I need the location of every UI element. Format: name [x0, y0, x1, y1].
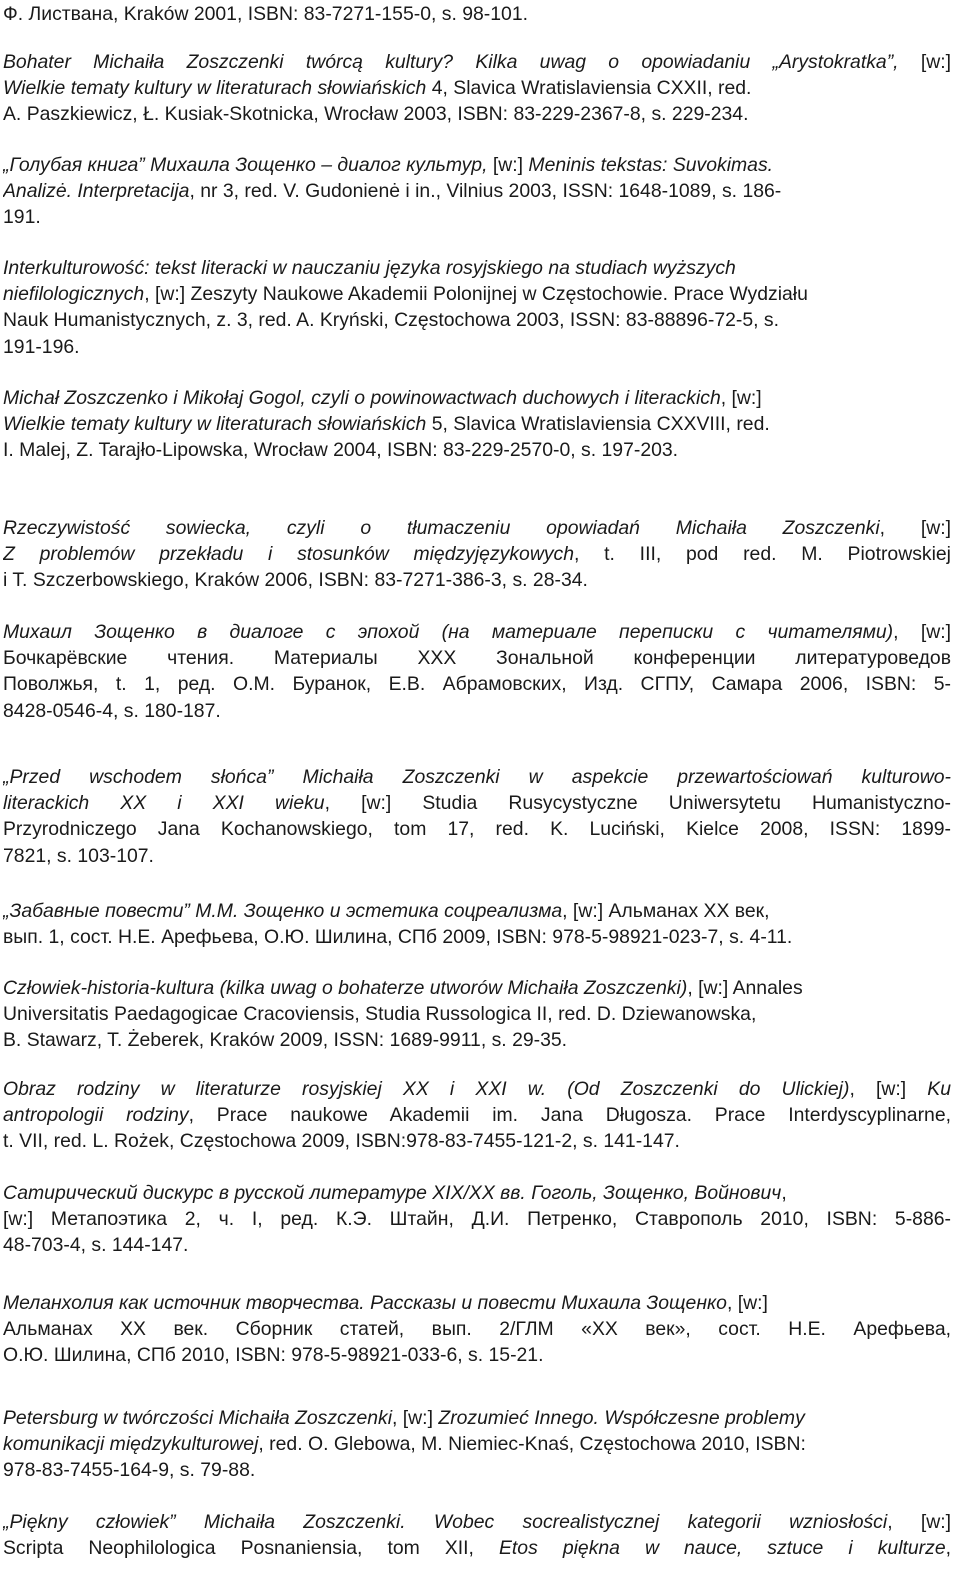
entry-line [3, 541, 951, 567]
entry-title-text: „Przed wschodem słońca” Michaiła Zoszczenki w aspekcie przewartościowań kulturowo- [3, 766, 951, 788]
entry-citation-text: вып. 1, сост. Н.Е. Арефьева, О.Ю. Шилина, СПб 2009, ISBN: 978-5-98921-023-7, s. 4-11. [3, 926, 793, 949]
entry-line [3, 1509, 951, 1535]
entry-line [3, 1076, 951, 1102]
entry-line [3, 178, 951, 204]
entry-line [3, 764, 951, 790]
bibliography-entry [3, 385, 951, 464]
entry-line [3, 385, 951, 411]
entry-citation-text: , [w:] [887, 1511, 951, 1533]
entry-citation-text: , t. III, pod red. M. Piotrowskiej [574, 543, 951, 566]
entry-line [3, 334, 951, 360]
entry-citation-text: , [w:] [893, 621, 951, 643]
entry-line [3, 1290, 951, 1316]
bibliography-entry [3, 515, 951, 594]
entry-line [3, 307, 951, 333]
entry-line [3, 101, 951, 127]
entry-line [3, 281, 951, 307]
entry-line [3, 1206, 951, 1232]
entry-citation-text: О.Ю. Шилина, СПб 2010, ISBN: 978-5-98921-033-6, s. 15-21. [3, 1344, 544, 1367]
entry-title-text: Z problemów przekładu i stosunków międzyjęzykowych [3, 543, 575, 566]
entry-citation-text: 5, Slavica Wratislaviensia CXXVIII, red. [426, 413, 770, 436]
entry-citation-text: Поволжья, t. 1, ред. О.М. Буранок, Е.В. Абрамовских, Изд. СГПУ, Самара 2006, ISBN: 5- [3, 673, 951, 696]
entry-line [3, 1232, 951, 1258]
entry-citation-text: [w:] [920, 51, 951, 73]
entry-line [3, 1102, 951, 1128]
entry-citation-text: , [w:] Zeszyty Naukowe Akademii Polonijnej w Częstochowie. Prace Wydziału [144, 283, 808, 306]
entry-title-text: Interkulturowość: tekst literacki w nauczaniu języka rosyjskiego na studiach wyższych [3, 257, 736, 279]
entry-citation-text: 191-196. [3, 335, 80, 358]
entry-title-text: Михаил Зощенко в диалоге с эпохой (на материале переписки с читателями) [3, 621, 894, 643]
entry-line [3, 1405, 951, 1431]
entry-line [3, 619, 951, 645]
entry-citation-text: , Prace naukowe Akademii im. Jana Długosza. Prace Interdyscyplinarne, [188, 1104, 951, 1127]
entry-citation-text: 4, Slavica Wratislaviensia CXXII, red. [426, 77, 752, 100]
entry-line [3, 411, 951, 437]
entry-citation-text: , [w:] Альманах XX век, [562, 900, 770, 922]
entry-line [3, 698, 951, 724]
entry-title-text: komunikacji międzykulturowej [3, 1433, 259, 1456]
entry-citation-text: Бочкарёвские чтения. Материалы XXX Зональной конференции литературоведов [3, 647, 951, 670]
entry-title-text: Rzeczywistość sowiecka, czyli o tłumaczeniu opowiadań Michaiła Zoszczenki [3, 517, 880, 539]
entry-citation-text: i T. Szczerbowskiego, Kraków 2006, ISBN: 83-7271-386-3, s. 28-34. [3, 569, 588, 592]
entry-line [3, 1001, 951, 1027]
bibliography-entry [3, 975, 951, 1054]
entry-citation-text: 8428-0546-4, s. 180-187. [3, 699, 221, 722]
entry-citation-text: Universitatis Paedagogicae Cracoviensis, Studia Russologica II, red. D. Dziewanowska, [3, 1003, 757, 1026]
bibliography-entry [3, 1509, 951, 1561]
entry-citation-text: Scripta Neophilologica Posnaniensia, tom XII, [3, 1537, 499, 1560]
bibliography-entry [3, 1405, 951, 1484]
entry-citation-text: , [w:] [720, 387, 762, 409]
entry-line [3, 437, 951, 463]
entry-line [3, 790, 951, 816]
entry-title-text: Wielkie tematy kultury w literaturach słowiańskich [3, 413, 427, 436]
entry-line [3, 49, 951, 75]
entry-line [3, 1535, 951, 1561]
entry-citation-text: A. Paszkiewicz, Ł. Kusiak-Skotnicka, Wrocław 2003, ISBN: 83-229-2367-8, s. 229-234. [3, 103, 749, 126]
entry-citation-text: , [w:] Studia Rusycystyczne Uniwersytetu Humanistyczno- [324, 792, 951, 815]
entry-title-text: Ku [927, 1078, 951, 1100]
entry-line [3, 515, 951, 541]
entry-citation-text: , [w:] [726, 1292, 768, 1314]
entry-title-text: Wielkie tematy kultury w literaturach słowiańskich [3, 77, 427, 100]
bibliography-entry [3, 619, 951, 724]
entry-line [3, 1, 951, 27]
entry-title-text: Obraz rodziny w literaturze rosyjskiej XX i XXI w. (Od Zoszczenki do Ulickiej) [3, 1078, 850, 1100]
entry-title-text: niefilologicznych [3, 283, 145, 306]
entry-citation-text: , [w:] [392, 1407, 439, 1429]
entry-line [3, 1027, 951, 1053]
entry-citation-text: Nauk Humanistycznych, z. 3, red. A. Kryński, Częstochowa 2003, ISSN: 83-88896-72-5, s. [3, 309, 779, 332]
entry-line [3, 75, 951, 101]
entry-line [3, 671, 951, 697]
bibliography-entry [3, 1180, 951, 1259]
entry-citation-text: 48-703-4, s. 144-147. [3, 1234, 189, 1257]
entry-line [3, 1316, 951, 1342]
entry-citation-text: t. VII, red. L. Rożek, Częstochowa 2009, ISBN:978-83-7455-121-2, s. 141-147. [3, 1130, 680, 1153]
entry-title-text: Meninis tekstas: Suvokimas. [528, 154, 774, 176]
entry-citation-text: Ф. Листвана, Kraków 2001, ISBN: 83-7271-155-0, s. 98-101. [3, 3, 528, 25]
entry-title-text: Analizė. Interpretacija [3, 180, 190, 203]
entry-line [3, 1431, 951, 1457]
bibliography-entry [3, 898, 951, 950]
bibliography-entry [3, 49, 951, 128]
entry-line [3, 924, 951, 950]
entry-line [3, 816, 951, 842]
bibliography-entry [3, 1290, 951, 1369]
entry-citation-text: , [945, 1537, 951, 1560]
entry-title-text: „Piękny człowiek” Michaiła Zoszczenki. Wobec socrealistycznej kategorii wzniosłości [3, 1511, 888, 1533]
entry-title-text: antropologii rodziny [3, 1104, 189, 1127]
entry-citation-text: Альманах XX век. Сборник статей, вып. 2/ГЛМ «XX век», сост. Н.Е. Арефьева, [3, 1318, 951, 1341]
bibliography-entry [3, 1076, 951, 1155]
entry-title-text: literackich XX i XXI wieku [3, 792, 325, 815]
entry-citation-text: [w:] [492, 154, 529, 176]
entry-citation-text: [w:] Метапоэтика 2, ч. I, ред. К.Э. Штайн, Д.И. Петренко, Ставрополь 2010, ISBN: 5-886- [3, 1208, 951, 1231]
entry-line [3, 152, 951, 178]
entry-citation-text: 7821, s. 103-107. [3, 844, 154, 867]
entry-line [3, 1180, 951, 1206]
entry-citation-text: , [w:] [849, 1078, 928, 1100]
entry-citation-text: B. Stawarz, T. Żeberek, Kraków 2009, ISSN: 1689-9911, s. 29-35. [3, 1029, 568, 1052]
entry-line [3, 1342, 951, 1368]
entry-title-text: „Голубая книга” Михаила Зощенко – диалог культур, [3, 154, 493, 176]
entry-citation-text: , nr 3, red. V. Gudonienė i in., Vilnius 2003, ISSN: 1648-1089, s. 186- [189, 180, 782, 203]
entry-citation-text: , [781, 1182, 787, 1204]
entry-title-text: Etos piękna w nauce, sztuce i kulturze [498, 1537, 946, 1560]
bibliography-entry [3, 255, 951, 360]
entry-citation-text: , red. O. Glebowa, M. Niemiec-Knaś, Częstochowa 2010, ISBN: [258, 1433, 806, 1456]
entry-title-text: „Забавные повести” М.М. Зощенко и эстетика соцреализма [3, 900, 563, 922]
entry-line [3, 1457, 951, 1483]
entry-citation-text: , [w:] Annales [687, 977, 803, 999]
entry-line [3, 204, 951, 230]
bibliography-entry [3, 1, 951, 27]
entry-title-text: Michał Zoszczenko i Mikołaj Gogol, czyli o powinowactwach duchowych i literackich [3, 387, 721, 409]
entry-citation-text: 191. [3, 206, 41, 229]
bibliography-entry [3, 152, 951, 231]
entry-citation-text: Przyrodniczego Jana Kochanowskiego, tom 17, red. K. Luciński, Kielce 2008, ISSN: 1899- [3, 818, 951, 841]
entry-title-text: Сатирический дискурс в русской литературе XIX/XX вв. Гоголь, Зощенко, Войнович [3, 1182, 782, 1204]
entry-line [3, 567, 951, 593]
entry-title-text: Człowiek-historia-kultura (kilka uwag o bohaterze utworów Michaiła Zoszczenki) [3, 977, 688, 999]
entry-line [3, 1128, 951, 1154]
entry-line [3, 645, 951, 671]
entry-line [3, 898, 951, 924]
bibliography-page [3, 0, 953, 1578]
entry-title-text: Zrozumieć Innego. Współczesne problemy [438, 1407, 805, 1429]
entry-title-text: Меланхолия как источник творчества. Рассказы и повести Михаила Зощенко [3, 1292, 727, 1314]
entry-line [3, 975, 951, 1001]
entry-title-text: Petersburg w twórczości Michaiła Zoszczenki [3, 1407, 393, 1429]
entry-line [3, 843, 951, 869]
entry-line [3, 255, 951, 281]
entry-citation-text: 978-83-7455-164-9, s. 79-88. [3, 1459, 256, 1482]
entry-citation-text: I. Malej, Z. Tarajło-Lipowska, Wrocław 2004, ISBN: 83-229-2570-0, s. 197-203. [3, 439, 679, 462]
entry-title-text: Bohater Michaiła Zoszczenki twórcą kultury? Kilka uwag o opowiadaniu „Arystokratka”, [3, 51, 921, 73]
bibliography-entry [3, 764, 951, 869]
entry-citation-text: , [w:] [879, 517, 951, 539]
